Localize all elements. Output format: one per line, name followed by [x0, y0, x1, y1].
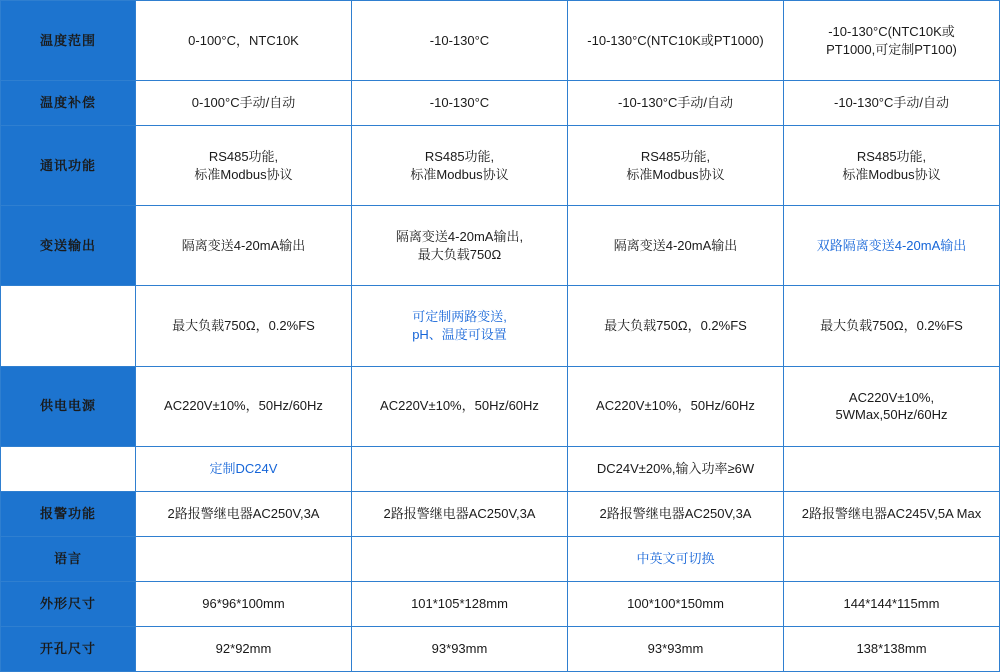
cell-line: 最大负载750Ω，0.2%FS	[604, 318, 747, 334]
table-cell	[136, 366, 352, 446]
table-row	[1, 491, 1000, 536]
table-cell	[352, 81, 568, 126]
row-header: 外形尺寸	[1, 581, 136, 626]
cell-line: 标准Modbus协议	[626, 166, 725, 182]
cell-line: -10-130°C手动/自动	[617, 95, 733, 111]
table-cell	[352, 581, 568, 626]
table-cell	[352, 491, 568, 536]
table-cell	[784, 206, 1000, 286]
cell-line: AC220V±10%，50Hz/60Hz	[596, 398, 755, 414]
table-cell	[136, 1, 352, 81]
cell-line: RS485功能,	[424, 149, 495, 165]
cell-line: 隔离变送4-20mA输出	[613, 238, 738, 254]
table-cell	[568, 626, 784, 671]
cell-line: 最大负载750Ω	[417, 246, 502, 262]
cell-line: DC24V±20%,输入功率≥6W	[596, 460, 755, 476]
cell-line: PT1000,可定制PT100)	[826, 41, 957, 57]
row-header: 报警功能	[1, 491, 136, 536]
table-cell	[136, 626, 352, 671]
table-cell	[136, 286, 352, 366]
row-header: 语言	[1, 536, 136, 581]
table-cell	[784, 126, 1000, 206]
table-cell	[352, 366, 568, 446]
table-row	[1, 206, 1000, 286]
table-cell	[784, 286, 1000, 366]
table-row	[1, 581, 1000, 626]
cell-line: 100*100*150mm	[627, 596, 724, 612]
table-cell	[784, 626, 1000, 671]
cell-line: 可定制两路变送,	[412, 309, 507, 325]
table-body	[1, 1, 1000, 672]
table-cell	[352, 1, 568, 81]
cell-line: 0-100°C手动/自动	[191, 95, 296, 111]
cell-line: -10-130°C	[429, 95, 490, 111]
table-cell	[352, 626, 568, 671]
table-cell	[352, 536, 568, 581]
cell-line: 93*93mm	[647, 641, 704, 657]
table-cell	[568, 1, 784, 81]
table-row	[1, 1, 1000, 81]
table-cell	[784, 536, 1000, 581]
cell-line: 2路报警继电器AC250V,3A	[383, 505, 536, 521]
table-row	[1, 626, 1000, 671]
table-cell	[784, 366, 1000, 446]
row-header-empty	[1, 446, 136, 491]
table-row	[1, 536, 1000, 581]
table-cell	[568, 206, 784, 286]
table-cell	[784, 581, 1000, 626]
cell-line: 最大负载750Ω，0.2%FS	[172, 318, 315, 334]
row-header: 变送输出	[1, 206, 136, 286]
row-header: 开孔尺寸	[1, 626, 136, 671]
table-cell	[568, 536, 784, 581]
cell-line: 中英文可切换	[636, 551, 715, 567]
table-row	[1, 81, 1000, 126]
table-cell	[136, 446, 352, 491]
cell-line: 96*96*100mm	[202, 596, 285, 612]
cell-line: 标准Modbus协议	[842, 166, 941, 182]
table-cell	[568, 126, 784, 206]
cell-line: RS485功能,	[640, 149, 711, 165]
cell-line: -10-130°C	[429, 32, 490, 48]
cell-line: 双路隔离变送4-20mA输出	[816, 238, 967, 254]
row-header-empty	[1, 286, 136, 366]
table-cell	[136, 581, 352, 626]
table-cell	[568, 491, 784, 536]
table-cell	[568, 81, 784, 126]
cell-line: 隔离变送4-20mA输出	[181, 238, 306, 254]
table-cell	[568, 366, 784, 446]
table-cell	[136, 126, 352, 206]
row-header: 温度补偿	[1, 81, 136, 126]
table-row	[1, 446, 1000, 491]
cell-line: 101*105*128mm	[411, 596, 508, 612]
cell-line: 最大负载750Ω，0.2%FS	[820, 318, 963, 334]
cell-line: -10-130°C(NTC10K或PT1000)	[587, 32, 764, 48]
table-cell	[568, 581, 784, 626]
table-cell	[136, 536, 352, 581]
cell-line: 隔离变送4-20mA输出,	[395, 229, 524, 245]
cell-line: 定制DC24V	[209, 460, 278, 476]
cell-line: 93*93mm	[431, 641, 488, 657]
table-cell	[784, 491, 1000, 536]
table-cell	[784, 81, 1000, 126]
cell-line: 92*92mm	[215, 641, 272, 657]
cell-line: 138*138mm	[856, 641, 927, 657]
table-cell	[568, 286, 784, 366]
table-row	[1, 126, 1000, 206]
cell-line: AC220V±10%，50Hz/60Hz	[380, 398, 539, 414]
cell-line: 5WMax,50Hz/60Hz	[835, 407, 948, 423]
table-cell	[136, 81, 352, 126]
table-cell	[352, 446, 568, 491]
cell-line: 2路报警继电器AC245V,5A Max	[801, 505, 982, 521]
cell-line: 2路报警继电器AC250V,3A	[167, 505, 320, 521]
table-cell	[352, 206, 568, 286]
row-header: 供电电源	[1, 366, 136, 446]
table-cell	[352, 126, 568, 206]
row-header: 通讯功能	[1, 126, 136, 206]
cell-line: 0-100°C，NTC10K	[188, 32, 299, 48]
cell-line: AC220V±10%,	[848, 389, 935, 405]
cell-line: RS485功能,	[856, 149, 927, 165]
row-header: 温度范围	[1, 1, 136, 81]
cell-line: 标准Modbus协议	[410, 166, 509, 182]
table-row	[1, 286, 1000, 366]
cell-line: 2路报警继电器AC250V,3A	[599, 505, 752, 521]
cell-line: AC220V±10%，50Hz/60Hz	[164, 398, 323, 414]
cell-line: 标准Modbus协议	[194, 166, 293, 182]
table-row	[1, 366, 1000, 446]
cell-line: 144*144*115mm	[843, 596, 940, 612]
table-cell	[136, 491, 352, 536]
table-cell	[784, 1, 1000, 81]
cell-line: -10-130°C(NTC10K或	[828, 24, 955, 40]
table-cell	[352, 286, 568, 366]
cell-line: pH、温度可设置	[412, 326, 507, 342]
table-cell	[568, 446, 784, 491]
cell-line: -10-130°C手动/自动	[833, 95, 949, 111]
cell-line: RS485功能,	[208, 149, 279, 165]
table-cell	[784, 446, 1000, 491]
table-cell	[136, 206, 352, 286]
